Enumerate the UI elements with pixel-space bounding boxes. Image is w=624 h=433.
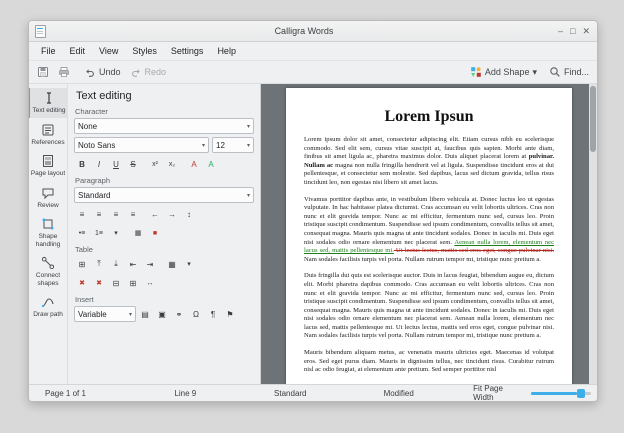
background-color-glyph: ■	[152, 229, 158, 237]
add-shape-label: Add Shape	[484, 67, 530, 77]
zoom-mode-label[interactable]: Fit Page Width	[473, 384, 503, 402]
increase-indent-glyph: →	[168, 209, 176, 219]
bold-glyph: B	[79, 159, 85, 169]
shape-handling-icon	[41, 217, 55, 231]
chevron-down-icon: ▾	[246, 123, 250, 130]
merge-cells-glyph: ⊟	[112, 278, 120, 288]
chevron-down-icon: ▾	[128, 311, 132, 318]
status-pages: Page 1 of 1	[45, 388, 86, 398]
paragraph-run: Nam sodales facilisis turpis vel porta. Nullam rutrum tempor mi, tristique nunc pretium a.	[304, 255, 541, 263]
page-layout-icon	[41, 154, 55, 168]
draw-path-icon	[41, 295, 55, 309]
list-options-button[interactable]	[108, 225, 124, 241]
main-toolbar	[29, 61, 597, 84]
menu-view[interactable]: View	[99, 46, 119, 56]
zoom-controls	[473, 384, 591, 402]
document-paragraph	[304, 196, 554, 265]
document-paragraph	[304, 136, 554, 188]
paragraph-run: Lorem ipsum dolor sit amet, consectetur adipiscing elit. Etiam cursus nibh eu scelerisque commodo. Sed elit sem, cursus vitae suscipit at, faucibus quis sapien. Morbi ante diam, finibus sit amet ligula ac, pharetra maximus dolor. Duis aliquet placerat lorem at	[304, 136, 554, 161]
maximize-button[interactable]: □	[570, 25, 576, 36]
sidebar-item-connect-shapes[interactable]	[29, 253, 67, 290]
window-controls	[558, 27, 592, 36]
tool-options-dock	[68, 84, 261, 384]
sidebar-label-review: Review	[37, 201, 59, 209]
text-cursor-icon	[42, 91, 56, 105]
italic-button[interactable]	[91, 156, 107, 172]
document-icon	[34, 25, 46, 37]
sidebar-item-page-layout[interactable]	[29, 151, 67, 181]
borders-button[interactable]	[130, 225, 146, 241]
bullet-list-glyph: •≡	[78, 229, 86, 237]
table-buttons-row-1	[74, 256, 254, 272]
sidebar-item-text-editing[interactable]	[28, 88, 68, 118]
separator	[125, 226, 129, 240]
section-label-character: Character	[75, 107, 108, 116]
menu-help[interactable]: Help	[217, 46, 236, 56]
background-color-button[interactable]	[147, 225, 163, 241]
connect-shapes-icon	[41, 256, 55, 270]
align-justify-button[interactable]	[125, 206, 141, 222]
increase-indent-button[interactable]	[164, 206, 180, 222]
references-icon	[41, 123, 55, 137]
insert-note-button[interactable]	[137, 306, 153, 322]
paragraph-buttons-row-1	[74, 206, 254, 222]
review-icon	[41, 186, 55, 200]
insert-image-glyph: ▣	[158, 309, 166, 319]
align-center-button[interactable]	[91, 206, 107, 222]
decrease-indent-button[interactable]	[147, 206, 163, 222]
status-modified: Modified	[383, 388, 414, 398]
text-color-glyph: A	[191, 159, 197, 169]
separator	[142, 157, 146, 171]
line-spacing-button[interactable]	[181, 206, 197, 222]
tool-rail	[29, 84, 68, 384]
sidebar-label-draw-path: Draw path	[33, 311, 63, 318]
insert-bookmark-glyph: ⚑	[226, 309, 234, 319]
table-resize-glyph: ↔	[146, 279, 154, 287]
print-icon[interactable]	[58, 66, 70, 78]
sidebar-label-text-editing: Text editing	[32, 107, 66, 114]
sidebar-item-shape-handling[interactable]	[29, 214, 67, 251]
paragraph-style-combo[interactable]	[74, 187, 254, 203]
scrollbar-thumb[interactable]	[590, 86, 596, 152]
align-justify-glyph: ≡	[130, 209, 136, 219]
align-right-button[interactable]	[108, 206, 124, 222]
tracked-deletion: Ut lectus lectus, mattis sed eros eget, congue pulvinar nisi.	[393, 247, 554, 255]
sidebar-item-draw-path[interactable]	[29, 292, 67, 322]
table-borders-button[interactable]	[164, 256, 180, 272]
underline-button[interactable]	[108, 156, 124, 172]
application-window	[28, 20, 598, 402]
sidebar-label-page-layout: Page layout	[30, 170, 66, 177]
document-paragraph	[304, 349, 554, 375]
zoom-slider-handle[interactable]	[577, 389, 585, 398]
delete-column-button[interactable]	[91, 275, 107, 291]
bold-button[interactable]	[74, 156, 90, 172]
insert-row-above-button[interactable]	[91, 256, 107, 272]
align-left-glyph: ≡	[79, 209, 85, 219]
zoom-slider[interactable]	[531, 392, 591, 395]
strikethrough-button[interactable]	[125, 156, 141, 172]
document-page[interactable]	[286, 88, 572, 384]
insert-link-glyph: ⚭	[175, 309, 183, 319]
list-options-glyph: ▾	[114, 230, 118, 237]
section-label-insert: Insert	[75, 295, 94, 304]
insert-table-button[interactable]	[74, 256, 90, 272]
insert-column-left-glyph: ⇤	[129, 259, 137, 269]
align-left-button[interactable]	[74, 206, 90, 222]
paragraph-run: magna non nulla fringilla hendrerit vel at ligula. Suspendisse tincidunt eros at dui pellentesque, et consectetur sem molestie. Sed dapibus, lacus sed dictum gravida, tellus risus tincidunt leo, non egestas nisi libero sit amet lacus.	[304, 161, 554, 186]
title-bar	[29, 21, 597, 42]
tracked-insertion: Aenean nulla lorem, elementum nec lacus sed, mattis pellentesque mi.	[304, 238, 554, 255]
sidebar-label-references: References	[31, 138, 65, 146]
paragraph-run: Mauris bibendum aliquam metus, ac venenatis mauris ultricies eget. Maecenas id volutpat eros. Sed eget purus diam. Mauris in dignissim tellus, nec tincidunt risus. Curabitur rutrum nisl ac odio feugiat, at elementum ante pretium. Sed semper porttitor nisl	[304, 349, 554, 374]
italic-glyph: I	[97, 159, 101, 169]
table-style-glyph: ▾	[187, 261, 191, 268]
subscript-glyph: x₂	[168, 160, 176, 168]
table-style-button[interactable]	[181, 256, 197, 272]
highlight-color-glyph: A	[208, 159, 214, 169]
chevron-down-icon[interactable]: ▾	[532, 67, 537, 77]
text-color-button[interactable]	[186, 156, 202, 172]
status-style: Standard	[274, 388, 307, 398]
chevron-down-icon: ▾	[246, 192, 250, 199]
bullet-list-button[interactable]	[74, 225, 90, 241]
insert-column-right-glyph: ⇥	[146, 259, 154, 269]
document-title: Lorem Ipsun	[384, 108, 474, 125]
sidebar-item-references[interactable]	[29, 120, 67, 150]
table-buttons-row-2	[74, 275, 254, 291]
insert-table-glyph: ⊞	[78, 259, 86, 269]
separator	[142, 207, 146, 221]
numbered-list-glyph: 1≡	[95, 229, 103, 237]
main-body	[29, 84, 597, 384]
minimize-button[interactable]: –	[558, 25, 564, 36]
sidebar-label-shape-handling: Shape handling	[35, 233, 61, 248]
table-resize-button[interactable]	[142, 275, 158, 291]
separator	[181, 157, 185, 171]
align-center-glyph: ≡	[96, 209, 102, 219]
insert-variable-value: Variable	[78, 309, 107, 319]
document-canvas[interactable]	[261, 84, 597, 384]
paragraph-run: Vivamus porttitor dapibus ante, in vestibulum libero vehicula at. Donec luctus leo ut egestas vulputate. In hac habitasse platea dictumst. Cras accumsan eu velit lobortis ultrices. Cras non nunc et elit gravida tempor. Nunc ac mi efficitur, fermentum nunc sed, cursus leo. Proin tristique suscipit condimentum. Suspendisse sed ipsum condimentum, convallis tellus sit amet, consequat magna. Mauris quis magna ut ante tincidunt sodales. Donec in iaculis mi. Duis eget nisi sodales odio ornare elementum nec placerat sem.	[304, 195, 554, 246]
document-paragraph	[304, 272, 554, 341]
line-spacing-glyph: ↕	[187, 209, 191, 219]
delete-column-glyph: ✖	[96, 280, 102, 287]
chevron-down-icon: ▾	[201, 142, 205, 149]
align-right-glyph: ≡	[113, 209, 119, 219]
menu-styles[interactable]: Styles	[132, 46, 157, 56]
menu-file[interactable]: File	[41, 46, 56, 56]
font-family-combo[interactable]	[74, 137, 209, 153]
close-button[interactable]: ✕	[582, 25, 590, 36]
menu-settings[interactable]: Settings	[170, 46, 204, 56]
undo-label: Undo	[99, 67, 121, 77]
search-icon	[549, 66, 561, 78]
split-cells-glyph: ⊞	[129, 278, 137, 288]
merge-cells-button[interactable]	[108, 275, 124, 291]
vertical-scrollbar[interactable]	[589, 84, 597, 384]
insert-bookmark-button[interactable]	[222, 306, 238, 322]
delete-row-button[interactable]	[74, 275, 90, 291]
insert-row-below-button[interactable]	[108, 256, 124, 272]
font-family-value: Noto Sans	[78, 140, 116, 150]
find-label: Find...	[563, 67, 589, 77]
status-bar	[29, 384, 597, 401]
subscript-button[interactable]	[164, 156, 180, 172]
section-label-table: Table	[75, 245, 93, 254]
save-icon[interactable]	[37, 66, 49, 78]
insert-image-button[interactable]	[154, 306, 170, 322]
insert-page-break-button[interactable]	[205, 306, 221, 322]
status-line: Line 9	[174, 388, 197, 398]
insert-special-character-button[interactable]	[188, 306, 204, 322]
insert-row-above-glyph: ⤒	[97, 259, 101, 268]
decrease-indent-glyph: ←	[151, 209, 159, 219]
insert-note-glyph: ▤	[141, 309, 149, 319]
add-shape-button[interactable]	[470, 66, 537, 78]
superscript-button[interactable]	[147, 156, 163, 172]
dock-title: Text editing	[76, 90, 132, 102]
character-style-value: None	[78, 121, 98, 131]
strikethrough-glyph: S	[130, 159, 136, 169]
paragraph-run: Duis fringilla dui quis est scelerisque auctor. Duis in lacus feugiat, bibendum augue eu, dictum elit. Morbi pharetra dapibus commodo. Cras accumsan eu velit lobortis ultrices. Cras non nunc et elit gravida tempor. Nunc ac mi efficitur, fermentum nunc sed, cursus leo. Proin tristique suscipit condimentum. Suspendisse sed ipsum condimentum, convallis tellus sit amet, consequat magna. Mauris quis magna ut ante tincidunt sodales. Donec in iaculis mi. Duis eget nisi sodales odio ornare elementum nec placerat sem. Aenean nulla lorem, elementum nec lacus sed, mattis pellentesque mi. Ut lectus lectus, mattis sed eros eget, congue pulvinar nisi. Nam sodales facilisis turpis vel porta. Nullam rutrum tempor mi, tristique nunc pretium a.	[304, 272, 554, 340]
redo-icon	[130, 66, 142, 78]
sidebar-item-review[interactable]	[29, 183, 67, 213]
insert-page-break-glyph: ¶	[210, 309, 216, 319]
paragraph-run-bold: pulvinar. Nullam ac	[304, 153, 554, 169]
font-size-value: 12	[216, 140, 225, 150]
insert-variable-combo[interactable]	[74, 306, 136, 322]
insert-column-left-button[interactable]	[125, 256, 141, 272]
sidebar-label-connect-shapes: Connect shapes	[35, 272, 61, 287]
insert-column-right-button[interactable]	[142, 256, 158, 272]
font-size-combo[interactable]	[212, 137, 254, 153]
split-cells-button[interactable]	[125, 275, 141, 291]
find-button[interactable]	[549, 66, 589, 78]
window-title: Calligra Words	[274, 26, 334, 36]
menu-edit[interactable]: Edit	[69, 46, 86, 56]
character-style-combo[interactable]	[74, 118, 254, 134]
delete-row-glyph: ✖	[79, 280, 85, 287]
chevron-down-icon: ▾	[246, 142, 250, 149]
paragraph-buttons-row-2	[74, 225, 254, 241]
redo-button[interactable]	[130, 66, 167, 78]
superscript-glyph: x²	[152, 160, 158, 168]
table-borders-glyph: ▦	[168, 259, 176, 269]
highlight-color-button[interactable]	[203, 156, 219, 172]
insert-special-character-glyph: Ω	[193, 309, 199, 319]
menu-bar	[29, 42, 597, 61]
character-format-buttons	[74, 156, 254, 172]
undo-icon	[84, 66, 96, 78]
shapes-icon	[470, 66, 482, 78]
undo-button[interactable]	[84, 66, 121, 78]
underline-glyph: U	[113, 159, 119, 169]
insert-row-below-glyph: ⤓	[114, 259, 118, 268]
redo-label: Redo	[144, 67, 167, 77]
insert-link-button[interactable]	[171, 306, 187, 322]
insert-buttons-row	[74, 306, 254, 322]
section-label-paragraph: Paragraph	[75, 176, 111, 185]
numbered-list-button[interactable]	[91, 225, 107, 241]
separator	[159, 257, 163, 271]
paragraph-style-value: Standard	[78, 190, 111, 200]
zoom-slider-fill	[531, 392, 577, 395]
borders-glyph: ▦	[134, 230, 142, 237]
